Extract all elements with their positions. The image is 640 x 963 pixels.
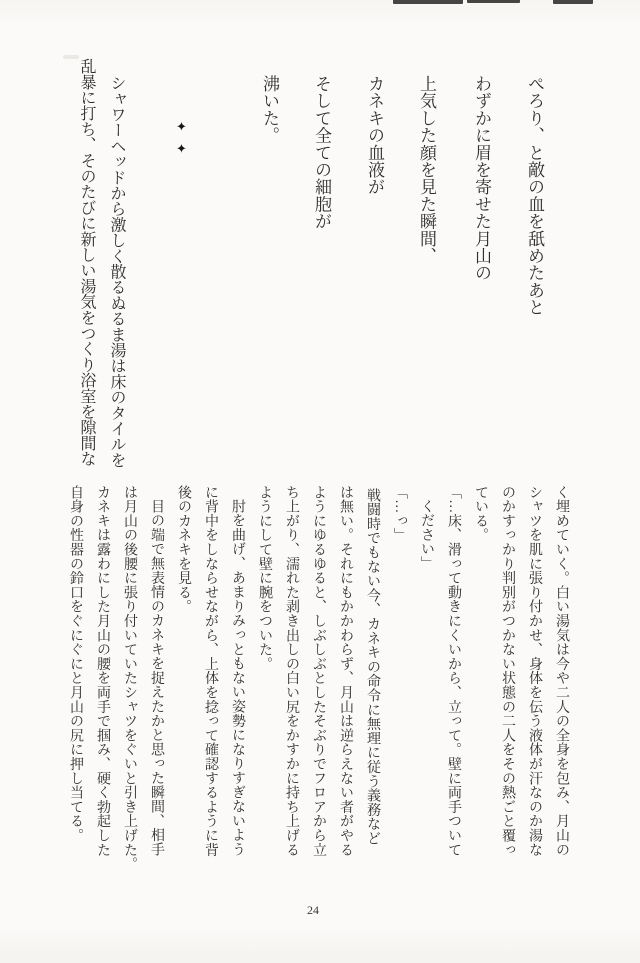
text-column: のかすっかり判別がつかない状態の二人をその熱ごと覆っ [500,485,515,857]
text-column: 戦闘時でもない今、カネキの命令に無理に従う義務など [365,488,380,846]
text-column: 「…床、滑って動きにくいから、立って。壁に両手ついて [446,485,461,857]
text-column: は月山の後腰に張り付いていたシャツをぐいと引き上げた。 [122,485,137,872]
section-divider-icon: ✦✦ [175,120,190,164]
text-column: ぺろり、と敵の血を舐めたあと [525,75,544,316]
scan-edge-artifact [467,0,520,3]
text-column: 肘を曲げ、あまりみっともない姿勢になりすぎないよう [230,499,245,857]
scan-edge-artifact [553,0,593,4]
text-column: ち上がり、濡れた剥き出しの白い尻をかすかに持ち上げる [284,485,299,857]
text-column: カネキの血液が [365,75,384,196]
text-column: ている。 [473,485,488,543]
scan-smudge [63,55,79,59]
text-column: に背中をしならせながら、上体を捻って確認するように背 [203,485,218,857]
text-column: 上気した顔を見た瞬間、 [417,75,436,265]
text-column: シャワーヘッドから激しく散るぬるま湯は床のタイルを [108,75,125,468]
text-column: そして全ての細胞が [312,75,331,230]
text-column: 乱暴に打ち、そのたびに新しい湯気をつくり浴室を隙間な [78,58,95,467]
text-column: ようにゆるゆると、しぶしぶとしたそぶりでフロアから立 [311,485,326,857]
page-number: 24 [307,903,319,917]
text-column: 「…っ」 [392,485,407,543]
text-column: 自身の性器の鈴口をぐにぐにと月山の尻に押し当てる。 [68,485,83,843]
text-column: シャツを肌に張り付かせ、身体を伝う液体が汗なのか湯な [527,485,542,857]
text-column: ください」 [419,499,434,571]
text-column: く埋めていく。白い湯気は今や二人の全身を包み、月山の [554,485,569,857]
text-column: は無い。それにもかかわらず、月山は逆らえない者がやる [338,485,353,857]
text-column: カネキは露わにした月山の腰を両手で掴み、硬く勃起した [95,485,110,857]
text-column: わずかに眉を寄せた月山の [472,75,491,282]
text-column: 後のカネキを見る。 [176,485,191,614]
text-column: 目の端で無表情のカネキを捉えたかと思った瞬間、相手 [149,499,164,857]
scan-edge-artifact [393,0,463,4]
text-column: 沸いた。 [260,75,279,144]
text-column: ようにして壁に腕をついた。 [257,485,272,671]
